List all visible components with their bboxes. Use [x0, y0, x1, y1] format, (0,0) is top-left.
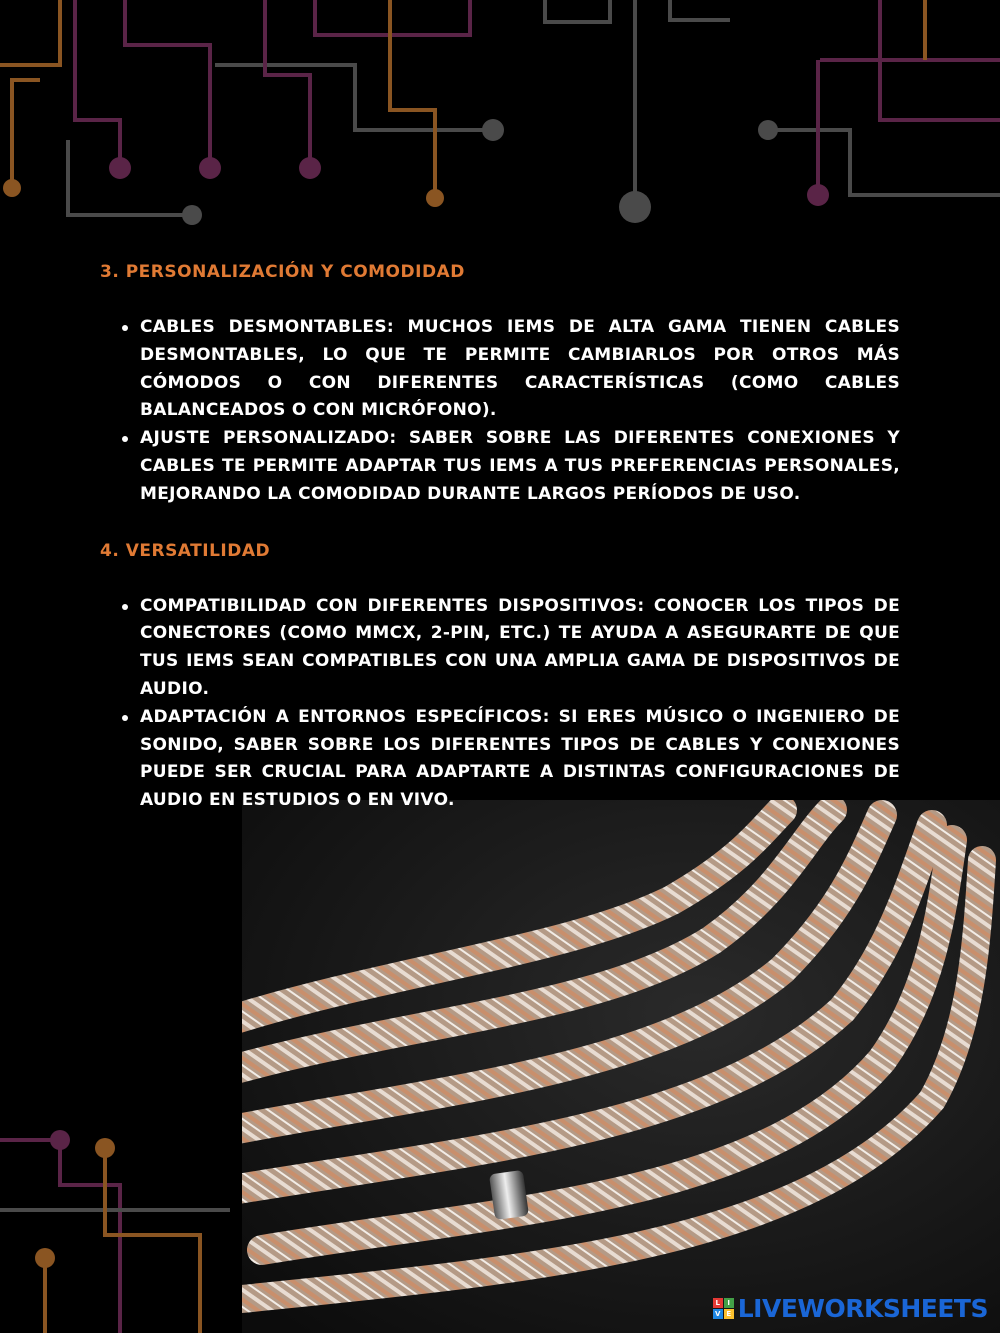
- list-item-text: ADAPTACIÓN A ENTORNOS ESPECÍFICOS: SI ERES MÚSICO O INGENIERO DE SONIDO, SABER SOBRE LOS DIFERENTES TIPOS DE CABLES Y CONEXIONES PUEDE SER CRUCIAL PARA ADAPTARTE A DISTINTAS CONFIGURACIONES DE AUDIO EN ESTUDIOS O EN VIVO.: [140, 706, 900, 811]
- bullet-dot-icon: [122, 436, 128, 442]
- logo-letter: E: [724, 1309, 734, 1319]
- braided-cable-photo: [242, 800, 1000, 1333]
- liveworksheets-watermark[interactable]: [713, 1294, 988, 1323]
- bullet-dot-icon: [122, 715, 128, 721]
- section-heading-personalizacion: 3. PERSONALIZACIÓN Y COMODIDAD: [100, 262, 465, 282]
- content-area: [100, 258, 900, 815]
- list-item: [100, 425, 900, 508]
- bullet-dot-icon: [122, 325, 128, 331]
- list-item: [100, 314, 900, 425]
- logo-letter: V: [713, 1309, 723, 1319]
- logo-letter: I: [724, 1298, 734, 1308]
- list-item-text: COMPATIBILIDAD CON DIFERENTES DISPOSITIVOS: CONOCER LOS TIPOS DE CONECTORES (COMO MMCX, 2-PIN, ETC.) TE AYUDA A ASEGURARTE DE QUE TUS IEMS SEAN COMPATIBLES CON UNA AMPLIA GAMA DE DISPOSITIVOS DE AUDIO.: [140, 595, 900, 699]
- logo-letter: L: [713, 1298, 723, 1308]
- bullet-list-personalizacion: [100, 314, 900, 509]
- list-item-text: CABLES DESMONTABLES: MUCHOS IEMS DE ALTA GAMA TIENEN CABLES DESMONTABLES, LO QUE TE PERMITE CAMBIARLOS POR OTROS MÁS CÓMODOS O CON DIFERENTES CARACTERÍSTICAS (COMO CABLES BALANCEADOS O CON MICRÓFONO).: [140, 317, 900, 421]
- list-item: [100, 704, 900, 815]
- section-heading-versatilidad: 4. VERSATILIDAD: [100, 540, 271, 561]
- liveworksheets-logo-icon: [713, 1298, 734, 1319]
- list-item: [100, 593, 900, 704]
- watermark-text: LIVEWORKSHEETS: [737, 1294, 988, 1323]
- bullet-dot-icon: [122, 604, 128, 610]
- bullet-list-versatilidad: [100, 593, 900, 815]
- list-item-text: AJUSTE PERSONALIZADO: SABER SOBRE LAS DIFERENTES CONEXIONES Y CABLES TE PERMITE ADAPTAR TUS IEMS A TUS PREFERENCIAS PERSONALES, MEJORANDO LA COMODIDAD DURANTE LARGOS PERÍODOS DE USO.: [140, 428, 900, 504]
